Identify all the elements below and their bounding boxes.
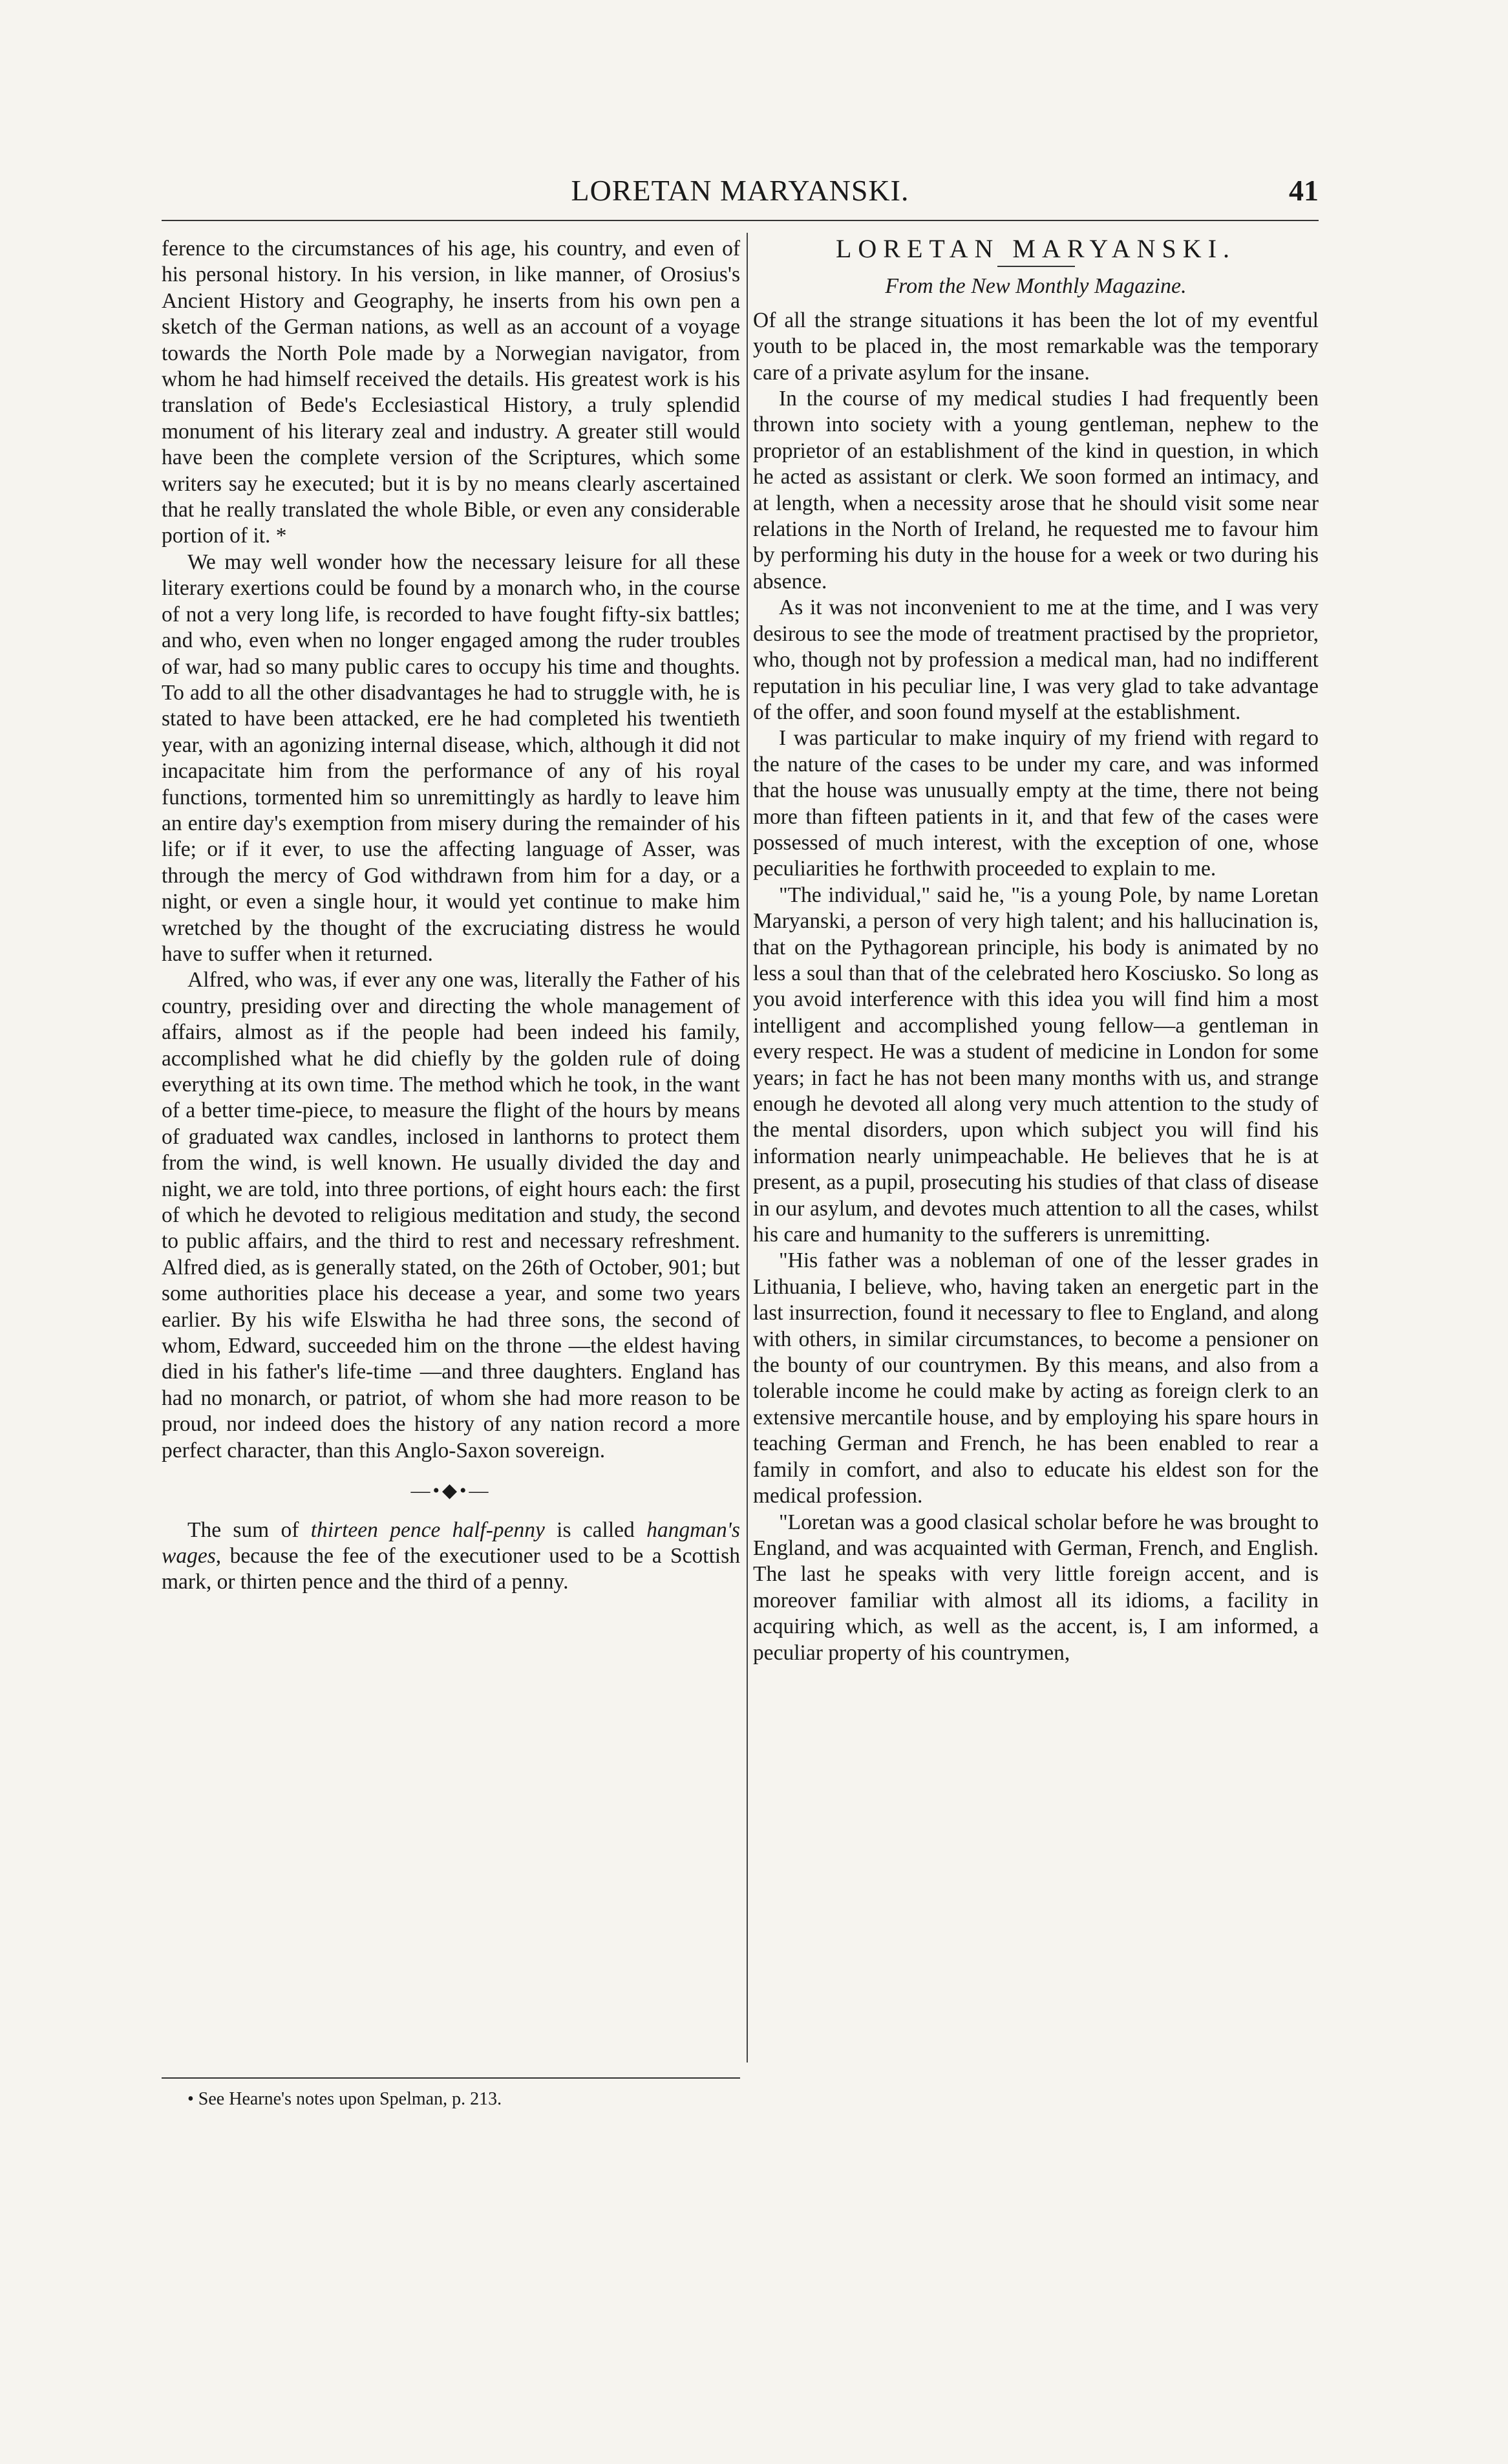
page-header — [162, 173, 1319, 212]
right-paragraph-3: As it was not inconvenient to me at the time, and I was very desirous to see the mode of treatment practised by the proprietor, who, though not by profession a medical man, had no indifferent reputation in his peculiar line, I was very glad to take advantage of the offer, and soon found myself at the establishment. — [753, 595, 1319, 724]
p4-text-a: The sum of — [187, 1517, 311, 1542]
right-paragraph-5: "The individual," said he, "is a young Pole, by name Loretan Maryanski, a person of very high talent; and his hallucination is, that on the Pythagorean principle, his body is animated by no less a soul than that of the celebrated hero Kosciusko. So long as you avoid interference with this idea you will find him a most intelligent and accomplished young fellow—a gentleman in every respect. He was a student of medicine in London for some years; in fact he has not been many months with us, and strange enough he devoted all along very much attention to the study of the mental disorders, upon which subject you will find his information nearly unimpeachable. He believes that he is at present, as a pupil, prosecuting his studies of that class of disease in our asylum, and devotes much attention to all the cases, whilst his care and humanity to the sufferers is unremitting. — [753, 883, 1319, 1247]
p4-text-c: , because the fee of the executioner used to be a Scottish mark, or thirten pence and the third of a penny. — [162, 1543, 740, 1594]
p4-italic-2: hangman's wages — [162, 1517, 740, 1568]
right-paragraph-2: In the course of my medical studies I had frequently been thrown into society with a young gentleman, nephew to the proprietor of an establishment of the kind in question, in which he acted as assistant or clerk. We soon formed an intimacy, and at length, when a necessity arose that he should visit some near relations in the North of Ireland, he requested me to favour him by performing his duty in the house for a week or two during his absence. — [753, 387, 1319, 594]
title-rule — [997, 266, 1075, 267]
p4-text-b: is called — [544, 1517, 647, 1542]
page-number: 41 — [1289, 174, 1319, 207]
left-paragraph-4 — [162, 1517, 740, 1596]
right-column — [753, 236, 1319, 1666]
header-rule — [162, 220, 1319, 221]
right-paragraph-7: "Loretan was a good clasical scholar before he was brought to England, and was acquainted with German, French, and English. The last he speaks with very little foreign accent, and is moreover familiar with almost all its idioms, a facility in acquiring which, as well as the accent, is, I am informed, a peculiar property of his countrymen, — [753, 1510, 1319, 1665]
article-source: From the New Monthly Magazine. — [885, 274, 1187, 299]
section-ornament: —•◆•— — [410, 1480, 491, 1502]
left-column — [162, 236, 740, 1596]
right-paragraph-4: I was particular to make inquiry of my friend with regard to the nature of the cases to be under my care, and was informed that the house was unusually empty at the time, there not being more than fifteen patients in it, and that few of the cases were possessed of much interest, with the exception of one, whose peculiarities he forthwith proceeded to explain to me. — [753, 726, 1319, 881]
running-title: LORETAN MARYANSKI. — [571, 174, 909, 207]
footnote: • See Hearne's notes upon Spelman, p. 213. — [187, 2089, 502, 2109]
left-paragraph-3: Alfred, who was, if ever any one was, literally the Father of his country, presiding over and directing the whole management of affairs, almost as if the people had been indeed his family, accomplished what he did chiefly by the golden rule of doing everything at its own time. The method which he took, in the want of a better time-piece, to measure the flight of the hours by means of graduated wax candles, inclosed in lanthorns to protect them from the wind, is well known. He usually divided the day and night, we are told, into three portions, of eight hours each: the first of which he devoted to religious meditation and study, the second to public affairs, and the third to rest and necessary refreshment. Alfred died, as is generally stated, on the 26th of October, 901; but some authorities place his decease a year, and some two years earlier. By his wife Elswitha he had three sons, the second of whom, Edward, succeeded him on the throne —the eldest having died in his father's life-time —and three daughters. England has had no monarch, or patriot, of whom she had more reason to be proud, nor indeed does the history of any nation record a more perfect character, than this Anglo-Saxon sovereign. — [162, 968, 740, 1462]
column-divider — [747, 233, 748, 2062]
left-paragraph-2: We may well wonder how the necessary leisure for all these literary exertions could be found by a monarch who, in the course of not a very long life, is recorded to have fought fifty-six battles; and who, even when no longer engaged among the ruder troubles of war, had so many public cares to occupy his time and thoughts. To add to all the other disadvantages he had to struggle with, he is stated to have been attacked, ere he had completed his twentieth year, with an agonizing internal disease, which, although it did not incapacitate him from the performance of any of his royal functions, tormented him so unremittingly as hardly to leave him an entire day's exemption from misery during the remainder of his life; or if it ever, to use the affecting language of Asser, was through the mercy of God withdrawn from him for a day, or a night, or even a single hour, it would yet continue to make him wretched by the thought of the excruciating distress he would have to suffer when it returned. — [162, 550, 740, 966]
right-paragraph-1: Of all the strange situations it has been the lot of my eventful youth to be placed in, the most remarkable was the temporary care of a private asylum for the insane. — [753, 308, 1319, 385]
p4-italic-1: thirteen pence half-penny — [310, 1517, 545, 1542]
right-paragraph-6: "His father was a nobleman of one of the lesser grades in Lithuania, I believe, who, having taken an energetic part in the last insurrection, found it necessary to flee to England, and along with others, in similar circumstances, to become a pensioner on the bounty of our countrymen. By this means, and also from a tolerable income he could make by acting as foreign clerk to an extensive mercantile house, and by employing his spare hours in teaching German and French, he has been enabled to rear a family in comfort, and also to educate his eldest son for the medical profession. — [753, 1248, 1319, 1508]
left-paragraph-1: ference to the circumstances of his age, his country, and even of his personal history. In his version, in like manner, of Orosius's Ancient History and Geography, he inserts from his own pen a sketch of the German nations, as well as an account of a voyage towards the North Pole made by a Norwegian navigator, from whom he had himself received the details. His greatest work is his translation of Bede's Ecclesiastical History, a truly splendid monument of his literary zeal and industry. A greater still would have been the complete version of the Scriptures, which some writers say he executed; but it is by no means clearly ascertained that he really translated the whole Bible, or even any considerable portion of it. * — [162, 237, 740, 548]
footnote-rule — [162, 2077, 740, 2079]
article-title: LORETAN MARYANSKI. — [835, 234, 1237, 263]
